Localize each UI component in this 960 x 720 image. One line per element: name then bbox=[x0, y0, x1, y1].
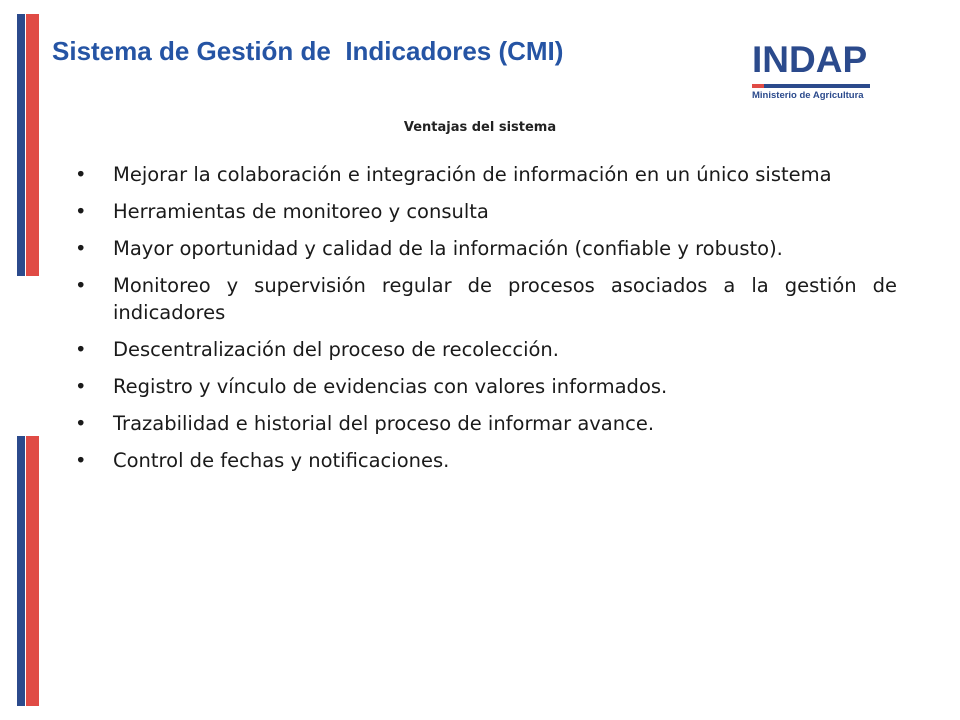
left-bar-blue-top bbox=[17, 14, 25, 276]
list-item bbox=[75, 235, 897, 262]
logo-wordmark: INDAP bbox=[752, 39, 868, 80]
list-item bbox=[75, 410, 897, 437]
bullet-icon: • bbox=[75, 338, 87, 361]
list-item-text: Registro y vínculo de evidencias con valores informados. bbox=[113, 375, 668, 398]
list-item bbox=[75, 161, 897, 188]
logo-subtitle: Ministerio de Agricultura bbox=[752, 90, 864, 101]
list-item-text: Mayor oportunidad y calidad de la información (confiable y robusto). bbox=[113, 237, 783, 260]
list-item-text: Monitoreo y supervisión regular de procesos asociados a la gestión de indicadores bbox=[113, 274, 897, 324]
list-item-text: Control de fechas y notificaciones. bbox=[113, 449, 450, 472]
bullet-icon: • bbox=[75, 237, 87, 260]
bullet-icon: • bbox=[75, 375, 87, 398]
list-item bbox=[75, 447, 897, 474]
indap-logo bbox=[752, 40, 872, 102]
list-item bbox=[75, 198, 897, 225]
logo-stripe-red bbox=[752, 84, 764, 88]
list-item-text: Trazabilidad e historial del proceso de informar avance. bbox=[113, 412, 655, 435]
list-item bbox=[75, 336, 897, 363]
list-item-text: Mejorar la colaboración e integración de información en un único sistema bbox=[113, 163, 832, 186]
page-title: Sistema de Gestión de Indicadores (CMI) bbox=[52, 36, 564, 66]
bullet-icon: • bbox=[75, 449, 87, 472]
bullet-icon: • bbox=[75, 274, 87, 297]
bullet-icon: • bbox=[75, 163, 87, 186]
advantages-list bbox=[75, 161, 897, 484]
list-item-text: Herramientas de monitoreo y consulta bbox=[113, 200, 489, 223]
left-bar-red-top bbox=[26, 14, 39, 276]
bullet-icon: • bbox=[75, 412, 87, 435]
section-subtitle: Ventajas del sistema bbox=[403, 120, 557, 135]
list-item bbox=[75, 373, 897, 400]
logo-stripe-blue bbox=[764, 84, 870, 88]
left-bar-blue-bottom bbox=[17, 436, 25, 706]
list-item-text: Descentralización del proceso de recolección. bbox=[113, 338, 559, 361]
bullet-icon: • bbox=[75, 200, 87, 223]
left-bar-red-bottom bbox=[26, 436, 39, 706]
list-item bbox=[75, 272, 897, 326]
